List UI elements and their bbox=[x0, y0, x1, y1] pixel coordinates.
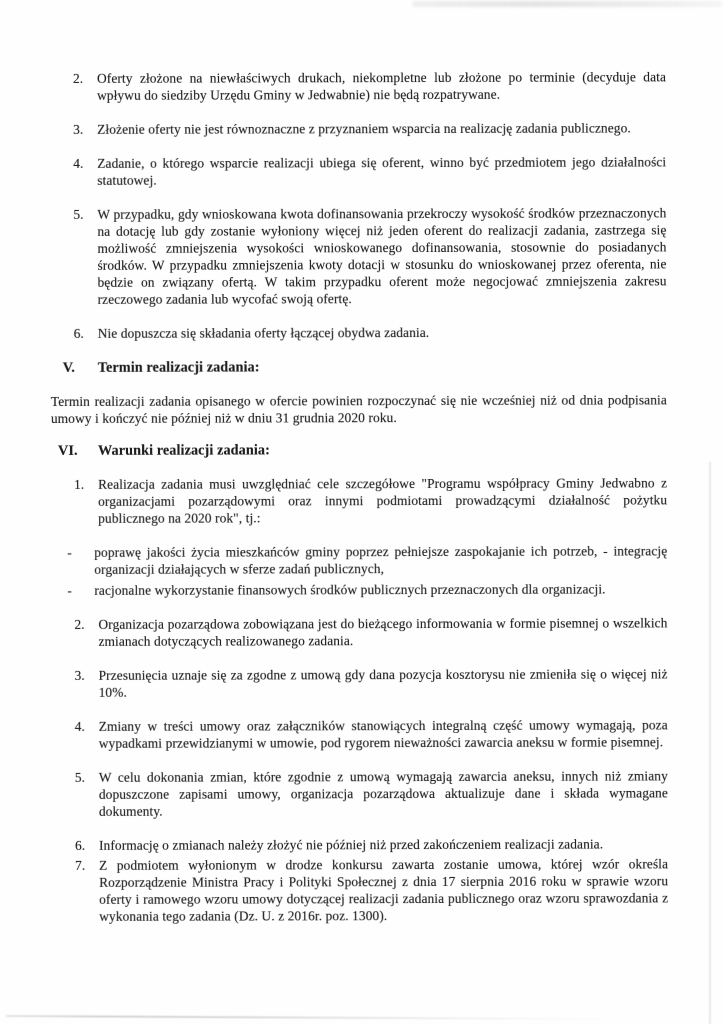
section-number: V. bbox=[62, 359, 75, 376]
intro-item-5 bbox=[50, 204, 666, 308]
section-heading-v bbox=[51, 357, 667, 377]
intro-item-6 bbox=[51, 323, 667, 342]
item-number: 5. bbox=[74, 769, 86, 785]
item-text: Organizacja pozarządowa zobowiązana jest do bieżącego informowania w formie pisemnej o wszelkich zmianach dotyczących realizowanego zadania. bbox=[98, 615, 668, 649]
item-number: 1. bbox=[74, 476, 85, 492]
item-number: 5. bbox=[73, 206, 84, 222]
item-text: Oferty złożone na niewłaściwych drukach, niekompletne lub złożone po terminie (decyduje data wpływu do siedziby Urzędu Gminy w Jedwabnie) nie będą rozpatrywane. bbox=[97, 69, 667, 103]
section-number: VI. bbox=[57, 442, 78, 459]
item-text: W celu dokonania zmian, które zgodnie z umową wymagają zawarcia aneksu, innych niż zmiany dopuszczone zapisami umowy, organizacja pozarządowa aktualizuje dane i składa wymagane dokumenty. bbox=[98, 768, 668, 819]
vi-bullet-1 bbox=[51, 542, 667, 578]
item-number: 3. bbox=[73, 121, 84, 137]
vi-item-1 bbox=[51, 474, 667, 527]
item-number: 6. bbox=[75, 837, 86, 853]
scan-artifact-bottom-line bbox=[6, 1015, 618, 1020]
intro-item-4 bbox=[50, 153, 666, 189]
item-text: W przypadku, gdy wnioskowana kwota dofinansowania przekroczy wysokość środków przeznaczonych na dotację lub gdy zostanie wyłoniony więcej niż jeden oferent do realizacji zadania, zastrzega się możliwość zmniejszenia wysokości wnioskowanego dofinansowania, stosownie do posiadanych środków. W przypadku zmniejszenia kwoty dotacji w stosunku do wnioskowanej przez oferenta, nie będzie on związany ofertą. W takim przypadku oferent może negocjować zmniejszenia zakresu rzeczowego zadania lub wycofać swoją ofertę. bbox=[97, 205, 667, 307]
intro-item-2 bbox=[50, 68, 666, 104]
intro-item-3 bbox=[50, 119, 666, 138]
section-v-paragraph: Termin realizacji zadania opisanego w ofercie powinien rozpoczynać się nie wcześniej niż od dnia podpisania umowy i kończyć nie później niż w dniu 31 grudnia 2020 roku. bbox=[50, 392, 667, 426]
item-text: Zadanie, o którego wsparcie realizacji ubiega się oferent, winno być przedmiotem jego działalności statutowej. bbox=[97, 154, 667, 188]
item-number: 2. bbox=[74, 616, 85, 632]
vi-item-3 bbox=[52, 665, 668, 701]
vi-bullet-2 bbox=[51, 580, 667, 599]
dash-marker: - bbox=[67, 544, 72, 560]
dash-marker: - bbox=[67, 582, 72, 598]
section-title: Termin realizacji zadania: bbox=[97, 359, 260, 376]
vi-item-2 bbox=[51, 614, 667, 650]
item-text: Przesunięcia uznaje się za zgodne z umową gdy dana pozycja kosztorysu nie zmieniła się o więcej niż 10%. bbox=[98, 666, 668, 700]
item-number: 4. bbox=[73, 155, 84, 171]
section-heading-vi bbox=[51, 440, 667, 460]
item-number: 3. bbox=[74, 667, 85, 683]
bullet-text: racjonalne wykorzystanie finansowych środków publicznych przeznaczonych dla organizacji. bbox=[94, 581, 606, 598]
item-text: Zmiany w treści umowy oraz załączników stanowiących integralną część umowy wymagają, poza wypadkami przewidzianymi w umowie, pod rygorem nieważności zawarcia aneksu w formie pisemnej. bbox=[98, 717, 668, 751]
item-number: 2. bbox=[73, 70, 84, 86]
item-text: Informację o zmianach należy złożyć nie później niż przed zakończeniem realizacji zadania. bbox=[99, 836, 604, 853]
item-number: 4. bbox=[74, 718, 85, 734]
vi-item-4 bbox=[52, 716, 668, 752]
bullet-text: poprawę jakości życia mieszkańców gminy poprzez pełniejsze zaspokajanie ich potrzeb, - integrację organizacji działających w sferze zadań publicznych, bbox=[94, 543, 668, 577]
item-text: Złożenie oferty nie jest równoznaczne z przyznaniem wsparcia na realizację zadania publicznego. bbox=[97, 120, 631, 137]
item-text: Realizacja zadania musi uwzględniać cele szczegółowe "Programu współpracy Gminy Jedwabno z organizacjami pozarządowymi oraz innymi podmiotami prowadzącymi działalność pożytku publicznego na 2020 rok", tj.: bbox=[98, 475, 668, 526]
scan-artifact-right-line bbox=[709, 462, 711, 1024]
item-number: 7. bbox=[75, 857, 86, 873]
item-text: Nie dopuszcza się składania oferty łączącej obydwa zadania. bbox=[97, 325, 430, 341]
vi-item-7 bbox=[52, 855, 668, 925]
vi-item-6 bbox=[52, 835, 668, 854]
item-text: Z podmiotem wyłonionym w drodze konkursu zawarta zostanie umowa, której wzór określa Rozporządzenie Ministra Pracy i Polityki Społecznej z dnia 17 sierpnia 2016 roku w sprawie wzoru oferty i ramowego wzoru umowy dotyczącej realizacji zadania publicznego oraz wzoru sprawozdania z wykonania tego zadania (Dz. U. z 2016r. poz. 1300). bbox=[99, 856, 669, 924]
section-title: Warunki realizacji zadania: bbox=[97, 442, 270, 459]
document-content bbox=[50, 68, 668, 942]
vi-item-5 bbox=[52, 767, 668, 820]
item-number: 6. bbox=[73, 325, 84, 341]
scan-artifact-top-smudge bbox=[412, 1, 722, 7]
